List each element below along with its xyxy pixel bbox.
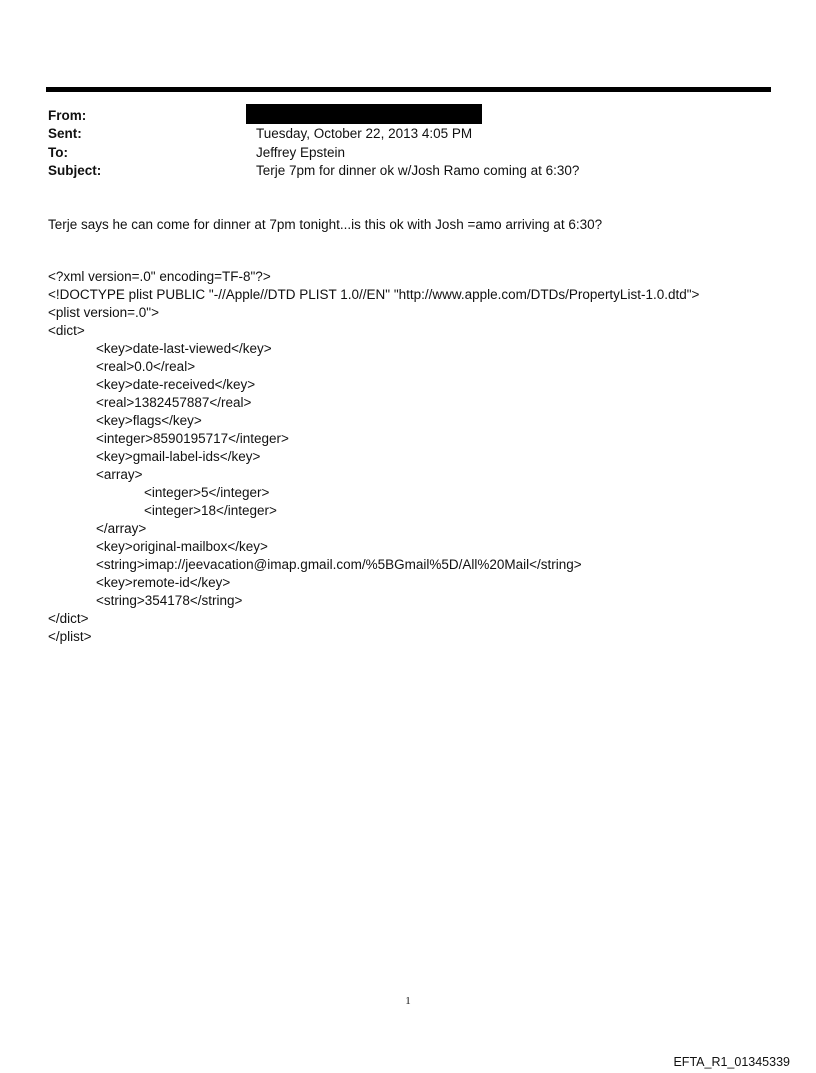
xml-line: <integer>18</integer> — [144, 503, 277, 518]
xml-line: <key>date-received</key> — [96, 377, 256, 392]
page-number: 1 — [405, 995, 411, 1007]
xml-line: </array> — [96, 521, 147, 536]
xml-line: <real>0.0</real> — [96, 359, 196, 374]
redaction-block — [246, 104, 482, 124]
header-rule — [46, 87, 771, 92]
to-value: Jeffrey Epstein — [256, 145, 346, 160]
xml-line: <key>remote-id</key> — [96, 575, 231, 590]
xml-line: <?xml version=.0" encoding=TF-8"?> — [48, 269, 271, 284]
email-body-text: Terje says he can come for dinner at 7pm tonight...is this ok with Josh =amo arriving at 6:30? — [48, 217, 603, 232]
xml-line: <plist version=.0"> — [48, 305, 159, 320]
xml-line: <string>354178</string> — [96, 593, 243, 608]
bates-number: EFTA_R1_01345339 — [673, 1055, 790, 1069]
xml-line: <key>flags</key> — [96, 413, 202, 428]
xml-line: <key>gmail-label-ids</key> — [96, 449, 261, 464]
xml-line: <integer>8590195717</integer> — [96, 431, 289, 446]
xml-line: <!DOCTYPE plist PUBLIC "-//Apple//DTD PLIST 1.0//EN" "http://www.apple.com/DTDs/PropertyList-1.0.dtd"> — [48, 287, 700, 302]
to-label: To: — [48, 145, 68, 160]
xml-line: </dict> — [48, 611, 89, 626]
subject-label: Subject: — [48, 163, 102, 178]
from-label: From: — [48, 108, 87, 123]
xml-line: </plist> — [48, 629, 92, 644]
xml-line: <array> — [96, 467, 143, 482]
xml-line: <key>original-mailbox</key> — [96, 539, 268, 554]
xml-plist-block — [48, 268, 699, 646]
xml-line: <string>imap://jeevacation@imap.gmail.com/%5BGmail%5D/All%20Mail</string> — [96, 557, 582, 572]
subject-value: Terje 7pm for dinner ok w/Josh Ramo coming at 6:30? — [256, 163, 580, 178]
xml-line: <real>1382457887</real> — [96, 395, 252, 410]
xml-line: <dict> — [48, 323, 85, 338]
sent-value: Tuesday, October 22, 2013 4:05 PM — [256, 126, 473, 141]
sent-label: Sent: — [48, 126, 82, 141]
xml-line: <integer>5</integer> — [144, 485, 270, 500]
xml-line: <key>date-last-viewed</key> — [96, 341, 272, 356]
